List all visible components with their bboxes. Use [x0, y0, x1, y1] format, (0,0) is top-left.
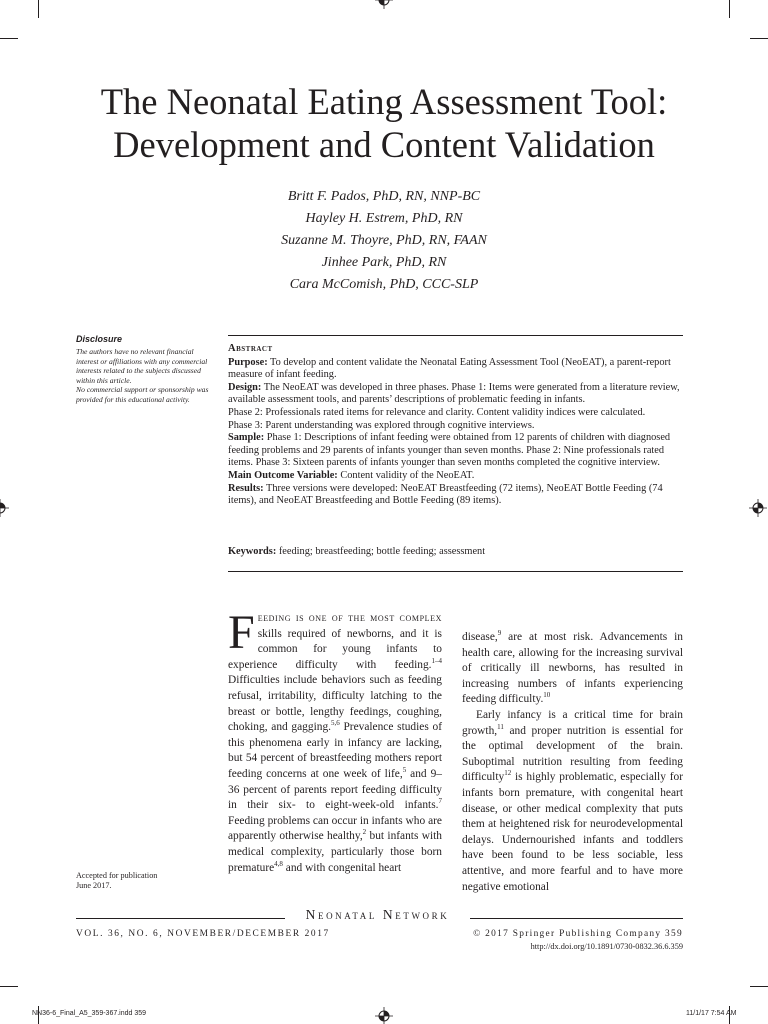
- body-text: but infants with medical complexity, particularly those born premature: [228, 830, 442, 874]
- keywords-label: Keywords:: [228, 546, 277, 557]
- citation: 9: [497, 629, 502, 638]
- citation: 11: [497, 722, 504, 731]
- body-text: disease,: [462, 631, 498, 643]
- outcome-label: Main Outcome Variable:: [228, 469, 338, 481]
- keywords: [228, 546, 485, 559]
- body-text: Early infancy is a critical time for brain growth,: [462, 708, 683, 737]
- print-date-slug: 11/1/17 7:54 AM: [686, 1010, 737, 1017]
- disclosure-text: The authors have no relevant financial interest or affiliations with any commercial interests related to the subjects discussed within this article.: [76, 347, 208, 385]
- crop-mark-top-right: [750, 38, 768, 39]
- abstract: [228, 343, 688, 508]
- body-text: and with congenital heart: [282, 861, 402, 874]
- footer-rule-right: [470, 918, 683, 919]
- abstract-heading: Abstract: [228, 343, 273, 354]
- drop-cap: F: [228, 606, 255, 659]
- sample-label: Sample:: [228, 432, 265, 444]
- body-text: and proper nutrition is essential for the optimal development of the brain. Suboptimal nutrition resulting from feeding difficulty: [462, 724, 683, 784]
- results-label: Results:: [228, 482, 264, 494]
- body-text: Feeding problems can occur in infants who are apparently otherwise healthy,: [228, 814, 442, 843]
- body-text: and 9–36 percent of parents report feeding difficulty in their six- to eight-week-old infants.: [228, 767, 442, 812]
- abstract-bottom-rule: [228, 571, 683, 572]
- abstract-results: [228, 483, 688, 508]
- crop-mark-top-left-v: [38, 0, 39, 18]
- lead-in-small-caps: eeding is one of the most complex: [257, 612, 442, 624]
- crop-mark-top-right-v: [729, 0, 730, 18]
- citation: 5: [402, 766, 407, 775]
- body-text: Difficulties include behaviors such as feeding refusal, irritability, difficulty latching to the breast or bottle, lengthy feedings, coughing, choking, and gagging.: [228, 674, 442, 734]
- body-column-1: [228, 606, 442, 876]
- body-text: are at most risk. Advancements in health care, allowing for the increasing survival of critically ill newborns, has resulted in increasing numbers of infants experiencing feeding difficulty.: [462, 631, 683, 706]
- crop-mark-top-left: [0, 38, 18, 39]
- citation: 4,8: [274, 859, 283, 868]
- keywords-text: feeding; breastfeeding; bottle feeding; assessment: [276, 546, 486, 557]
- citation: 7: [438, 797, 442, 806]
- copyright-page: © 2017 Springer Publishing Company 359: [473, 929, 683, 939]
- indd-file-slug: NN36-6_Final_A5_359-367.indd 359: [32, 1010, 147, 1017]
- registration-mark-left-icon: [0, 499, 9, 517]
- footer-rule-left: [76, 918, 285, 919]
- abstract-purpose: [228, 357, 688, 382]
- registration-mark-right-icon: [749, 499, 767, 517]
- purpose-label: Purpose:: [228, 356, 268, 368]
- body-column-2: [462, 630, 683, 895]
- body-text: is highly problematic, especially for infants born premature, with congenital heart disease, or other medical complexity that puts them at heightened risk for neurodevelopmental delays. Undernourished infants and toddlers have been found to be less sociable, less attentive, and more fearful and to have more negative emotional: [462, 771, 683, 893]
- article-title: [60, 80, 708, 166]
- abstract-sample: [228, 432, 688, 470]
- disclosure-box: [76, 334, 211, 405]
- citation: 2: [362, 828, 367, 837]
- citation: 10: [543, 691, 551, 700]
- author: Jinhee Park, PhD, RN: [321, 255, 447, 270]
- abstract-phase3: Phase 3: Parent understanding was explored through cognitive interviews.: [228, 419, 535, 431]
- body-paragraph: [462, 708, 683, 895]
- citation: 12: [504, 769, 512, 778]
- volume-info: VOL. 36, NO. 6, NOVEMBER/DECEMBER 2017: [76, 929, 330, 939]
- design-text: The NeoEAT was developed in three phases. Phase 1: Items were generated from a literature review, available assessment tools, and parents’ descriptions of problematic feeding in infants.: [228, 381, 680, 406]
- registration-mark-bottom-icon: [375, 1007, 393, 1024]
- author: Hayley H. Estrem, PhD, RN: [305, 211, 463, 226]
- registration-mark-top-icon: [375, 0, 393, 9]
- author: Cara McComish, PhD, CCC-SLP: [289, 277, 479, 292]
- title-line-2: Development and Content Validation: [113, 124, 655, 165]
- body-text: Prevalence studies of this phenomena early in infancy are lacking, but 54 percent of breastfeeding mothers report feeding concerns at one week of life,: [228, 721, 442, 780]
- abstract-design: [228, 382, 688, 407]
- outcome-text: Content validity of the NeoEAT.: [337, 469, 475, 481]
- journal-name: Neonatal Network: [305, 907, 450, 922]
- abstract-top-rule: [228, 335, 683, 336]
- author-list: [160, 186, 608, 296]
- citation: 1–4: [431, 656, 442, 665]
- accepted-line: June 2017.: [76, 881, 112, 890]
- abstract-outcome: [228, 470, 688, 483]
- results-text: Three versions were developed: NeoEAT Breastfeeding (72 items), NeoEAT Bottle Feeding (74 items), and NeoEAT Breastfeeding and Bottle Feeding (89 items).: [228, 482, 663, 507]
- abstract-phase2: Phase 2: Professionals rated items for relevance and clarity. Content validity indices were calculated.: [228, 406, 646, 418]
- accepted-note: [76, 871, 157, 891]
- crop-mark-bottom-right: [750, 986, 768, 987]
- body-paragraph: [462, 630, 683, 708]
- body-paragraph: [228, 606, 442, 876]
- disclosure-text: No commercial support or sponsorship was provided for this educational activity.: [76, 385, 209, 404]
- title-line-1: The Neonatal Eating Assessment Tool:: [100, 81, 668, 122]
- sample-text: Phase 1: Descriptions of infant feeding were obtained from 12 parents of children with diagnosed feeding problems and 29 parents of infants younger than seven months. Phase 2: Nine professionals rated items. Phase 3: Sixteen parents of infants younger than seven months completed the cognitive interview.: [228, 432, 671, 469]
- author: Suzanne M. Thoyre, PhD, RN, FAAN: [281, 233, 487, 248]
- doi-link[interactable]: http://dx.doi.org/10.1891/0730-0832.36.6.359: [530, 942, 683, 951]
- design-label: Design:: [228, 381, 262, 393]
- accepted-line: Accepted for publication: [76, 871, 158, 880]
- crop-mark-bottom-left: [0, 986, 18, 987]
- citation: 5,6: [330, 719, 340, 728]
- disclosure-heading: Disclosure: [76, 334, 123, 344]
- purpose-text: To develop and content validate the Neonatal Eating Assessment Tool (NeoEAT), a parent-report measure of infant feeding.: [228, 356, 671, 381]
- body-text: skills required of newborns, and it is common for young infants to experience difficulty with feeding.: [228, 627, 442, 671]
- author: Britt F. Pados, PhD, RN, NNP-BC: [287, 189, 481, 204]
